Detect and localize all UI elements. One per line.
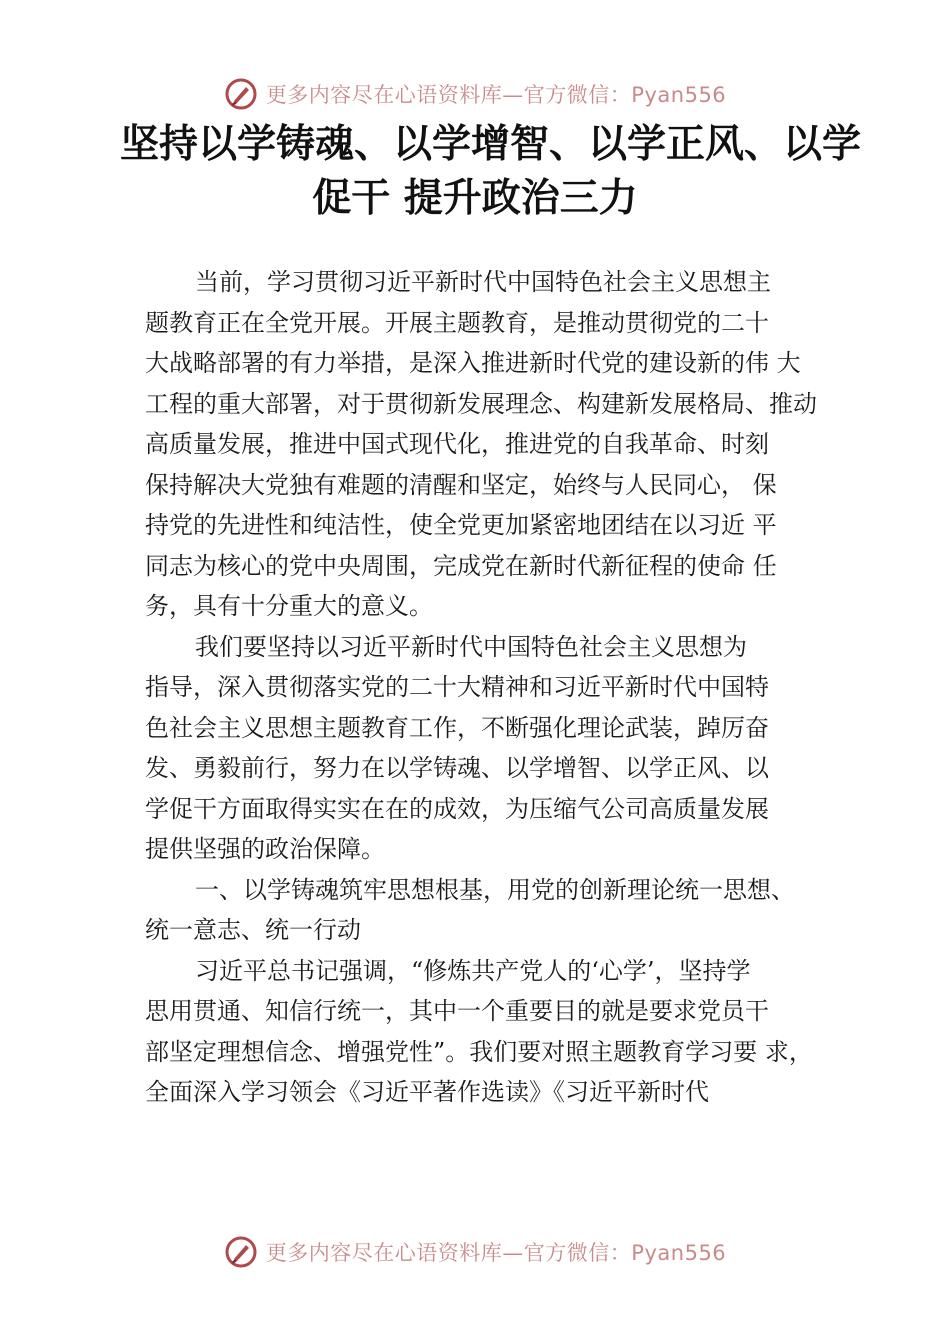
text-line: 当前，学习贯彻习近平新时代中国特色社会主义思想主 xyxy=(195,268,771,296)
text-line: 统一意志、统一行动 xyxy=(145,916,361,944)
text-line: 高质量发展，推进中国式现代化，推进党的自我革命、时刻 xyxy=(145,430,769,458)
document-body xyxy=(145,262,835,1113)
footer-banner xyxy=(0,1230,950,1274)
pen-nib-circle-icon xyxy=(224,77,258,111)
text-line: 部坚定理想信念、增强党性”。我们要对照主题教育学习要 求， xyxy=(145,1037,813,1066)
text-line: 指导，深入贯彻落实党的二十大精神和习近平新时代中国特 xyxy=(145,673,769,701)
header-banner xyxy=(0,72,950,116)
paragraph xyxy=(145,262,835,627)
text-line: 题教育正在全党开展。开展主题教育，是推动贯彻党的二十 xyxy=(145,308,769,337)
section-heading xyxy=(145,870,835,951)
text-line: 全面深入学习领会《习近平著作选读》《习近平新时代 xyxy=(145,1078,709,1106)
banner-text: 更多内容尽在心语资料库—官方微信：Pyan556 xyxy=(265,83,727,107)
text-line: 思用贯通、知信行统一，其中一个重要目的就是要求党员干 xyxy=(145,997,769,1025)
banner-text: 更多内容尽在心语资料库—官方微信：Pyan556 xyxy=(265,1241,727,1265)
text-line: 务，具有十分重大的意义。 xyxy=(145,592,433,620)
text-line: 一、以学铸魂筑牢思想根基，用党的创新理论统一思想、 xyxy=(195,875,795,904)
paragraph xyxy=(145,627,835,870)
text-line: 学促干方面取得实实在在的成效，为压缩气公司高质量发展 xyxy=(145,794,769,823)
text-line: 我们要坚持以习近平新时代中国特色社会主义思想为 xyxy=(195,632,747,661)
text-line: 持党的先进性和纯洁性，使全党更加紧密地团结在以习近 平 xyxy=(145,511,777,539)
text-line: 色社会主义思想主题教育工作，不断强化理论武装，踔厉奋 xyxy=(145,713,769,742)
text-line: 发、勇毅前行，努力在以学铸魂、以学增智、以学正风、以 xyxy=(145,754,769,782)
pen-nib-circle-icon xyxy=(224,1235,258,1269)
text-line: 工程的重大部署，对于贯彻新发展理念、构建新发展格局、推动 xyxy=(145,389,817,418)
text-line: 大战略部署的有力举措，是深入推进新时代党的建设新的伟 大 xyxy=(145,349,801,377)
paragraph xyxy=(145,951,835,1113)
text-line: 同志为核心的党中央周围，完成党在新时代新征程的使命 任 xyxy=(145,551,777,580)
text-line: 提供坚强的政治保障。 xyxy=(145,835,385,863)
text-line: 习近平总书记强调，“修炼共产党人的‘心学’，坚持学 xyxy=(195,956,751,985)
text-line: 保持解决大党独有难题的清醒和坚定，始终与人民同心， 保 xyxy=(145,470,777,499)
page-title xyxy=(120,118,862,226)
title-line: 促干 提升政治三力 xyxy=(312,176,638,221)
title-line: 坚持以学铸魂、以学增智、以学正风、以学 xyxy=(120,122,862,167)
